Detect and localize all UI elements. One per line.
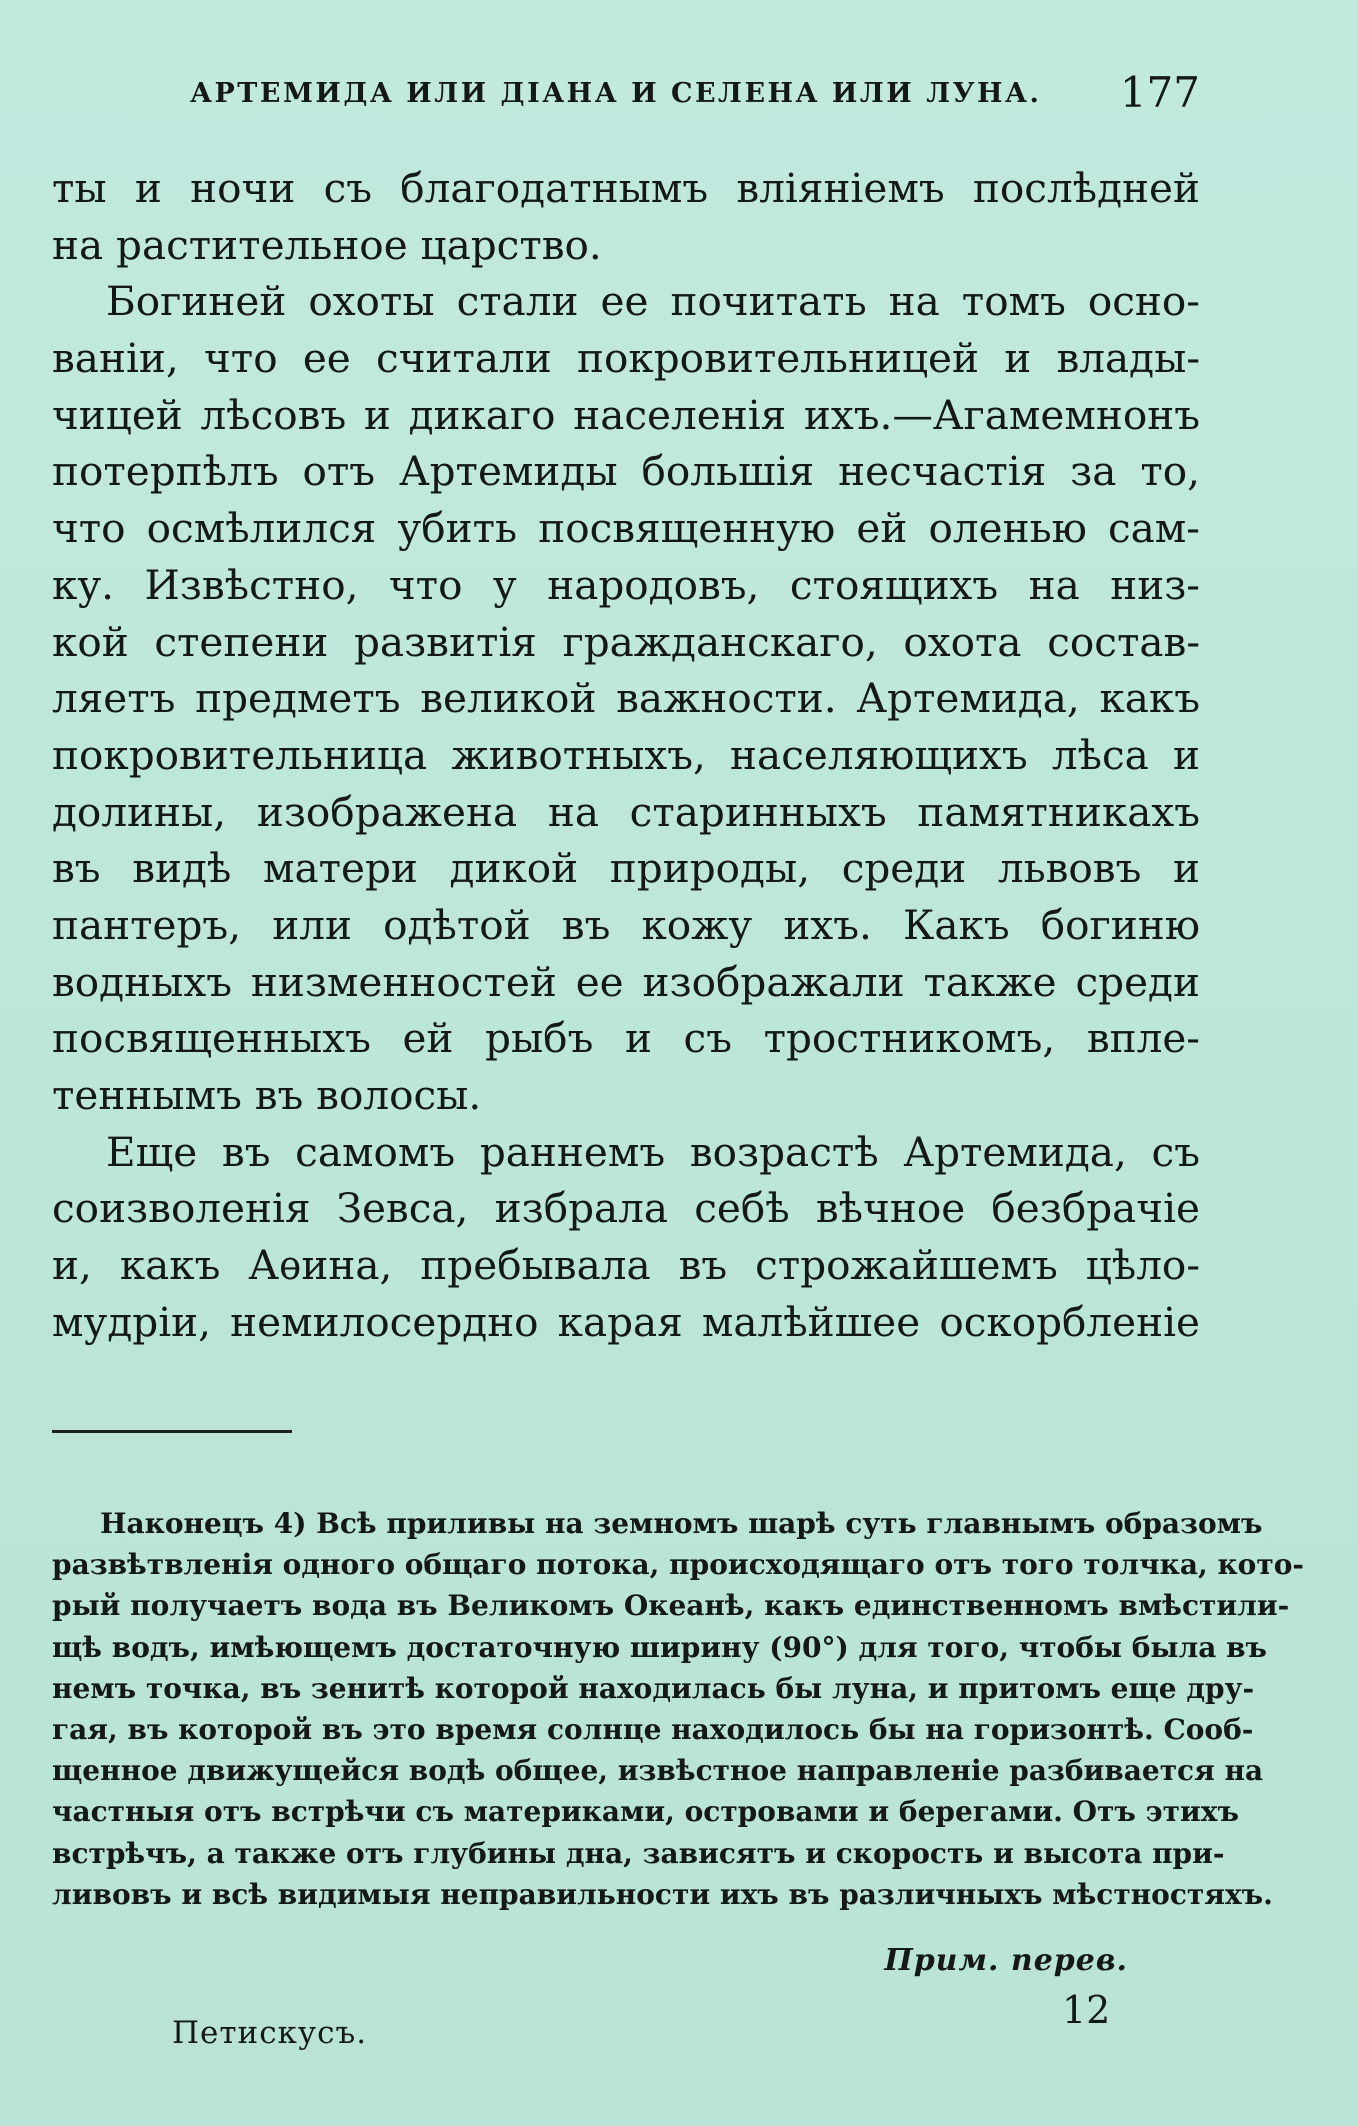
- text-line: чицей лѣсовъ и дикаго населенія ихъ.—Агамемнонъ: [52, 390, 1200, 439]
- text-line: въ видѣ матери дикой природы, среди львовъ и: [52, 844, 1200, 893]
- text-line: ты и ночи съ благодатнымъ вліяніемъ послѣдней: [52, 164, 1200, 212]
- text-line: пантеръ, или одѣтой въ кожу ихъ. Какъ богиню: [52, 900, 1200, 949]
- text-line: ваніи, что ее считали покровительницей и влады-: [52, 334, 1200, 383]
- footnote-attribution: Прим. перев.: [884, 1943, 1128, 1978]
- page-number: 177: [1119, 68, 1200, 117]
- text-line: покровительница животныхъ, населяющихъ лѣса и: [52, 730, 1200, 779]
- footnote-line: Наконецъ 4) Всѣ приливы на земномъ шарѣ суть главнымъ образомъ: [100, 1507, 1263, 1540]
- footnote-line: рый получаетъ вода въ Великомъ Океанѣ, какъ единственномъ вмѣстили-: [52, 1589, 1290, 1623]
- printer-signature-number: 12: [1062, 1988, 1111, 2032]
- text-line: водныхъ низменностей ее изображали также среди: [52, 957, 1200, 1006]
- text-line: соизволенія Зевса, избрала себѣ вѣчное безбрачіе: [52, 1184, 1200, 1233]
- text-line: что осмѣлился убить посвященную ей оленью сам-: [52, 504, 1200, 553]
- text-line: Еще въ самомъ раннемъ возрастѣ Артемида, съ: [106, 1127, 1200, 1176]
- text-line: потерпѣлъ отъ Артемиды большія несчастія за то,: [52, 447, 1200, 496]
- text-line: долины, изображена на старинныхъ памятникахъ: [52, 787, 1200, 836]
- footnote-line: встрѣчъ, а также отъ глубины дна, зависятъ и скорость и высота при-: [52, 1836, 1225, 1870]
- text-line: посвященныхъ ей рыбъ и съ тростникомъ, впле-: [52, 1014, 1200, 1063]
- running-head-title: АРТЕМИДА ИЛИ ДІАНА И СЕЛЕНА ИЛИ ЛУНА.: [190, 78, 1042, 109]
- footnote-line: гая, въ которой въ это время солнце находилось бы на горизонтѣ. Сооб-: [52, 1712, 1254, 1746]
- footnote-line: щенное движущейся водѣ общее, извѣстное направленіе разбивается на: [52, 1754, 1264, 1788]
- footnote-line: щѣ водъ, имѣющемъ достаточную ширину (90°) для того, чтобы была въ: [52, 1630, 1268, 1664]
- text-line: ляетъ предметъ великой важности. Артемида, какъ: [52, 674, 1200, 723]
- footnote-line: развѣтвленія одного общаго потока, происходящаго отъ того толчка, кото-: [52, 1548, 1305, 1582]
- footnote-line: ливовъ и всѣ видимыя неправильности ихъ въ различныхъ мѣстностяхъ.: [52, 1877, 1273, 1911]
- text-line: мудріи, немилосердно карая малѣйшее оскорбленіе: [52, 1297, 1200, 1346]
- footnote-line: немъ точка, въ зенитѣ которой находилась бы луна, и притомъ еще дру-: [52, 1671, 1255, 1705]
- text-line: на растительное царство.: [52, 220, 602, 269]
- footnote: [52, 1503, 1305, 1915]
- main-text: [52, 160, 1200, 1350]
- footnote-line: частныя отъ встрѣчи съ материками, островами и берегами. Отъ этихъ: [52, 1795, 1239, 1829]
- printer-signature-name: Петискусъ.: [172, 2015, 368, 2051]
- text-line: и, какъ Аѳина, пребывала въ строжайшемъ цѣло-: [52, 1241, 1200, 1290]
- text-line: теннымъ въ волосы.: [52, 1071, 482, 1119]
- running-head: [190, 68, 1200, 118]
- text-line: Богиней охоты стали ее почитать на томъ осно-: [106, 277, 1200, 326]
- text-line: ку. Извѣстно, что у народовъ, стоящихъ на низ-: [52, 560, 1200, 609]
- footnote-divider: [52, 1430, 292, 1433]
- text-line: кой степени развитія гражданскаго, охота состав-: [52, 617, 1200, 666]
